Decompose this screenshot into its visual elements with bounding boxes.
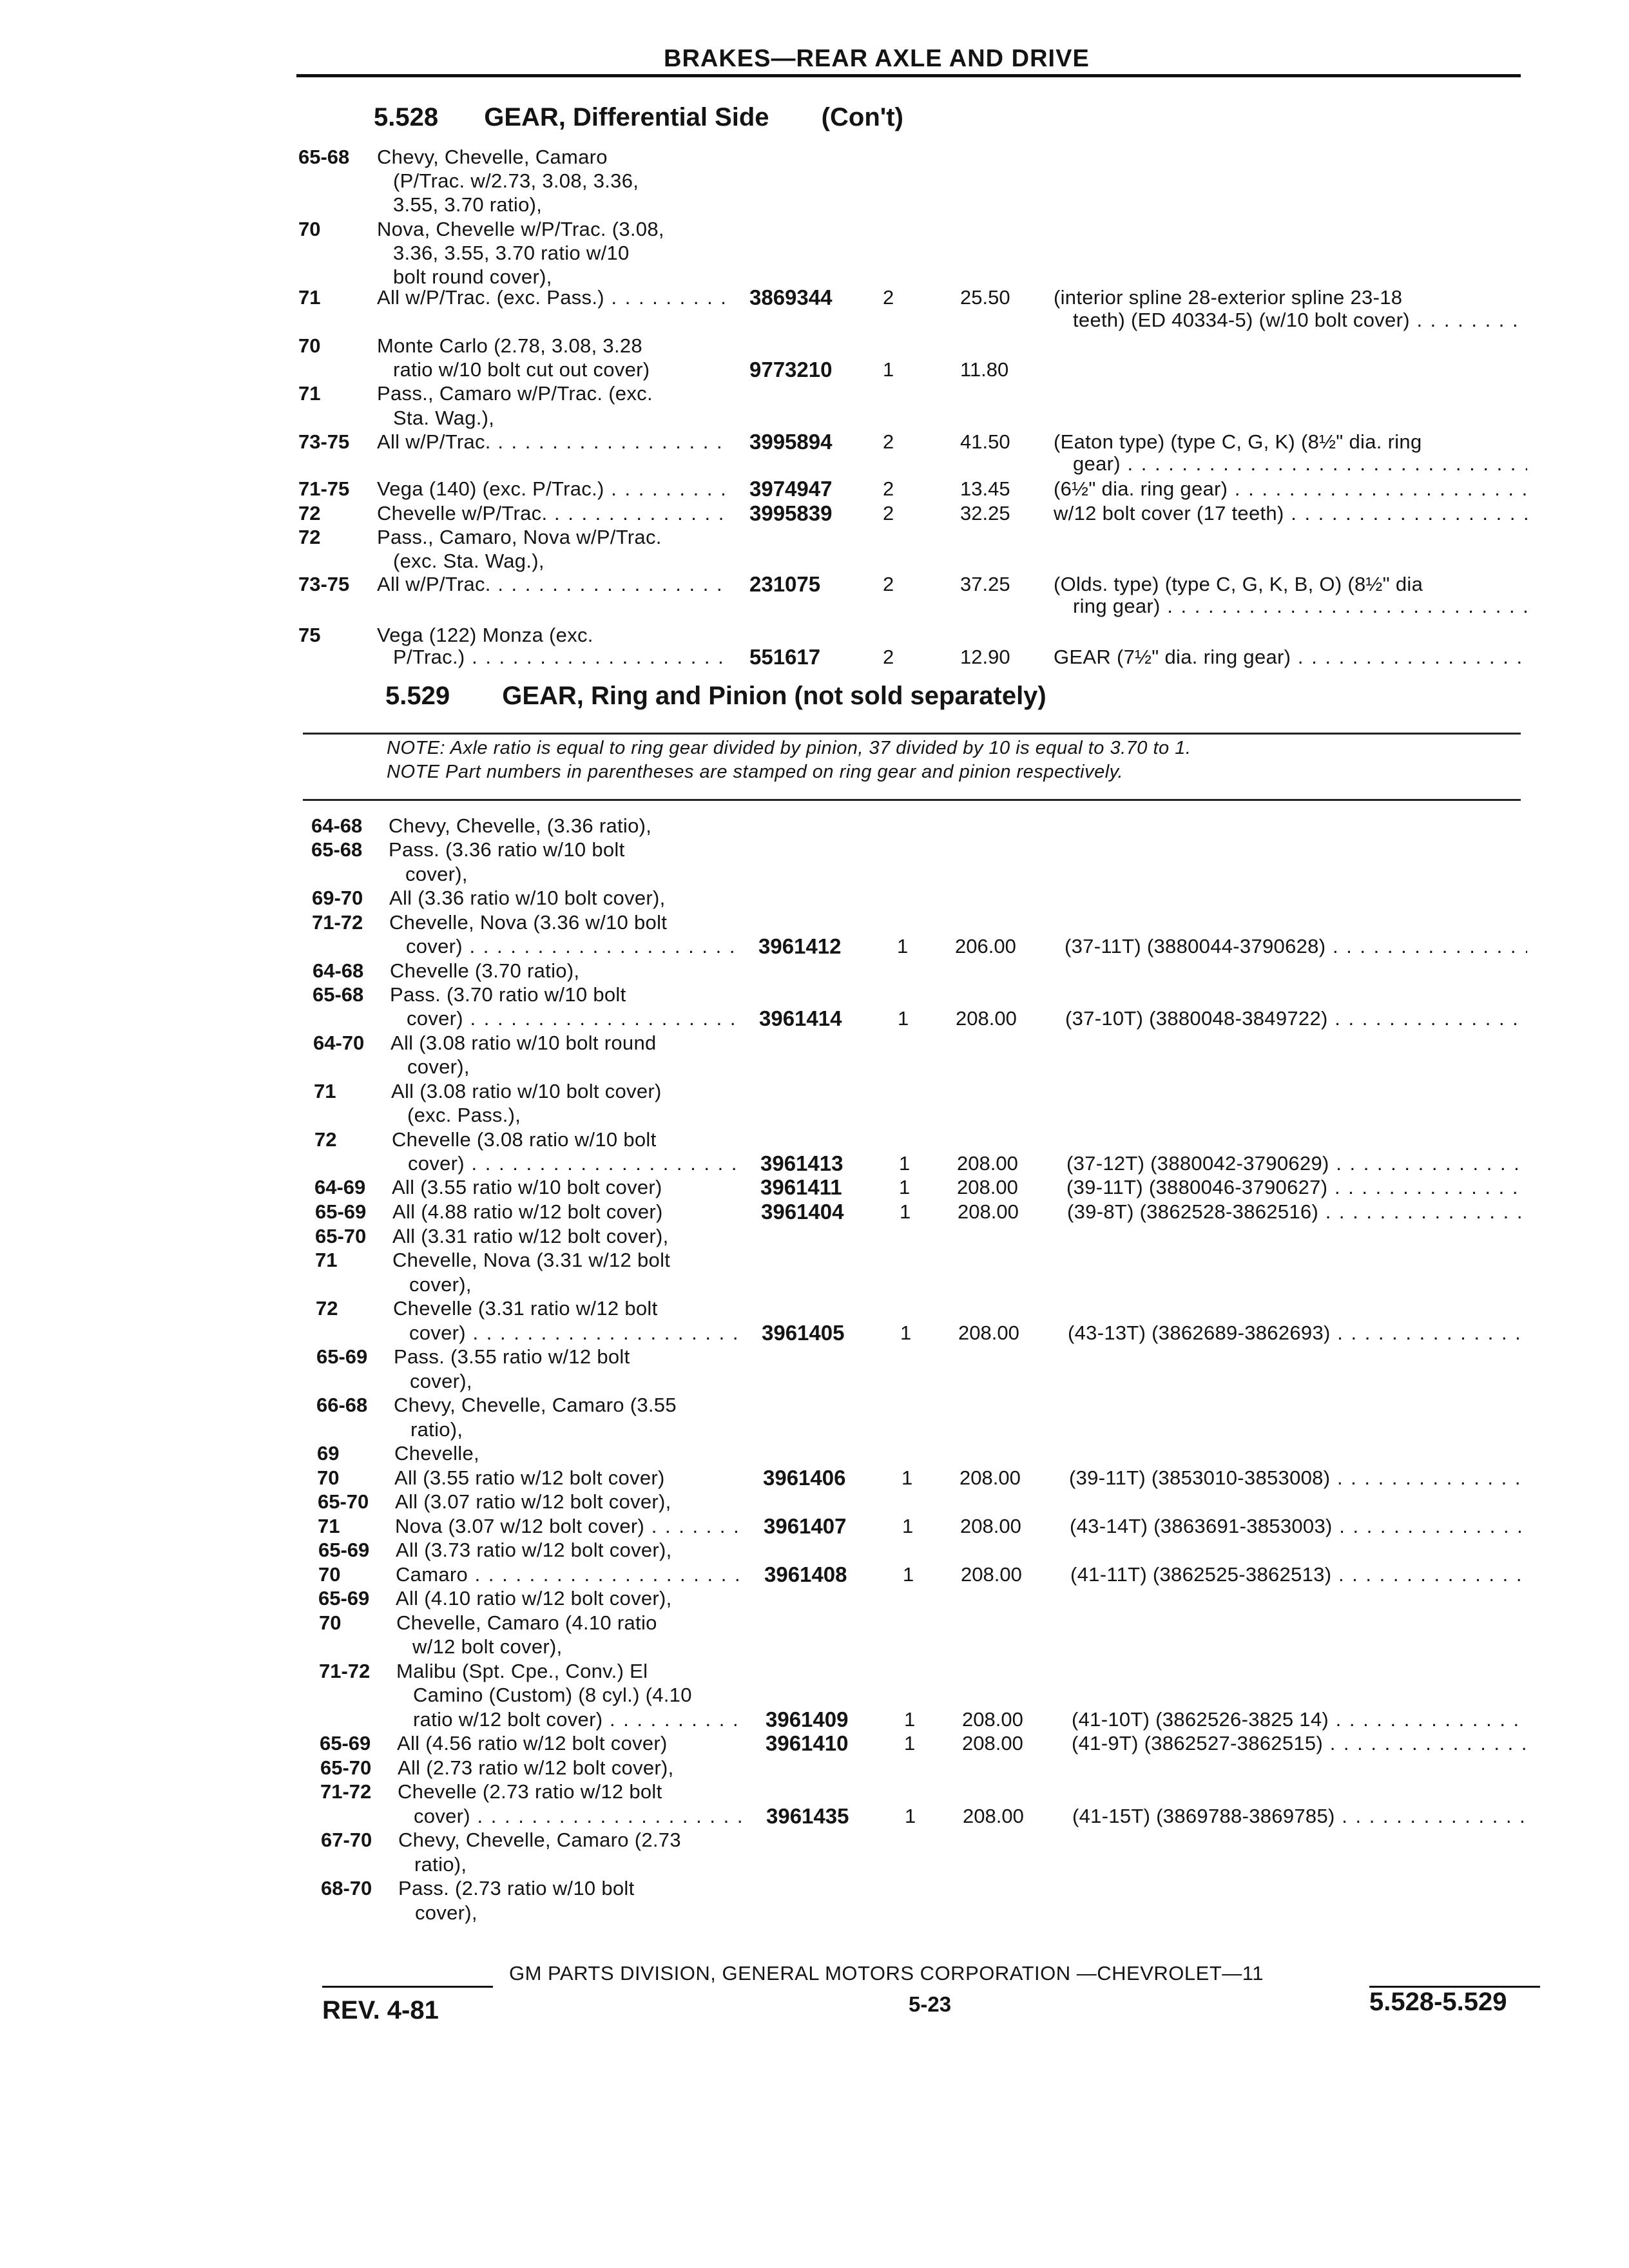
price: 32.25	[960, 502, 1010, 524]
model-years: 66-68	[316, 1394, 368, 1416]
table-row	[0, 1586, 1629, 1611]
footer-publisher: GM PARTS DIVISION, GENERAL MOTORS CORPORATION —CHEVROLET—11	[509, 1962, 1264, 1984]
table-row	[0, 1369, 1629, 1394]
application-description: cover) . . .	[406, 934, 735, 959]
footer-rule-left	[322, 1986, 493, 1988]
application-description: Pass. (3.70 ratio w/10 bolt	[390, 983, 626, 1006]
price: 206.00	[955, 935, 1016, 957]
table-row	[0, 1490, 1629, 1514]
table-row	[0, 1466, 1629, 1490]
application-description: Chevelle (3.31 ratio w/12 bolt	[393, 1297, 658, 1320]
model-years: 64-68	[311, 814, 363, 837]
remarks: (39-8T) (3862528-3862516) . . .	[1067, 1200, 1527, 1224]
table-row	[0, 1828, 1629, 1852]
quantity: 2	[883, 502, 894, 524]
table-row	[0, 381, 1629, 406]
table-row	[0, 430, 1629, 454]
remarks: w/12 bolt cover (17 teeth) . . .	[1054, 501, 1527, 526]
remarks: (37-12T) (3880042-3790629) . . .	[1066, 1151, 1527, 1176]
application-description: All (3.31 ratio w/12 bolt cover),	[392, 1225, 669, 1247]
table-row	[0, 285, 1629, 310]
table-row	[0, 1683, 1629, 1707]
application-description: Vega (122) Monza (exc.	[377, 624, 593, 646]
table-row	[0, 334, 1629, 358]
table-row	[0, 477, 1629, 501]
table-row	[0, 594, 1629, 619]
table-row	[0, 1538, 1629, 1562]
application-description: Camaro . . .	[396, 1562, 740, 1587]
table-row	[0, 1418, 1629, 1442]
table-row	[0, 501, 1629, 526]
table-row	[0, 1296, 1629, 1321]
price: 12.90	[960, 646, 1010, 668]
model-years: 71-75	[298, 477, 350, 500]
model-years: 65-70	[318, 1490, 369, 1513]
price: 25.50	[960, 286, 1010, 309]
section-529-number: 5.529	[385, 682, 450, 710]
part-number: 3961406	[763, 1466, 846, 1490]
price: 208.00	[963, 1805, 1024, 1827]
model-years: 69-70	[312, 887, 363, 909]
application-description: All w/P/Trac. . . .	[377, 572, 728, 597]
table-row	[0, 452, 1629, 476]
quantity: 1	[903, 1563, 914, 1586]
table-row	[0, 959, 1629, 983]
table-row	[0, 1901, 1629, 1925]
application-description: Pass. (3.36 ratio w/10 bolt	[389, 838, 625, 861]
application-description: Chevelle (3.70 ratio),	[390, 959, 580, 982]
model-years: 64-70	[313, 1032, 365, 1054]
part-number: 3961409	[766, 1707, 849, 1731]
application-description: Chevelle (3.08 ratio w/10 bolt	[392, 1128, 657, 1151]
table-row	[0, 549, 1629, 573]
remarks: (43-14T) (3863691-3853003) . . .	[1070, 1514, 1527, 1539]
table-row	[0, 1562, 1629, 1587]
part-number: 3961413	[760, 1151, 843, 1175]
application-description: Chevelle (2.73 ratio w/12 bolt	[398, 1780, 662, 1803]
model-years: 72	[298, 502, 321, 524]
note-line-2: NOTE Part numbers in parentheses are stamped on ring gear and pinion respectively.	[387, 762, 1124, 782]
part-number: 3961408	[764, 1562, 847, 1586]
model-years: 65-69	[320, 1732, 371, 1754]
model-years: 71	[298, 382, 321, 405]
model-years: 72	[298, 526, 321, 548]
application-description: Sta. Wag.),	[393, 407, 495, 429]
price: 208.00	[962, 1732, 1023, 1754]
part-number: 3974947	[749, 477, 833, 501]
model-years: 65-69	[318, 1539, 370, 1561]
note-rule-top	[303, 733, 1521, 735]
application-description: All (3.08 ratio w/10 bolt cover)	[391, 1080, 662, 1102]
model-years: 65-70	[320, 1756, 372, 1779]
model-years: 71	[298, 286, 321, 309]
application-description: Chevy, Chevelle, Camaro (3.55	[394, 1394, 677, 1416]
application-description: cover) . . .	[407, 1006, 735, 1031]
application-description: Chevelle w/P/Trac. . . .	[377, 501, 728, 526]
table-row	[0, 1756, 1629, 1780]
quantity: 1	[898, 1007, 909, 1030]
section-528-cont: (Con't)	[821, 103, 903, 131]
table-row	[0, 1224, 1629, 1249]
application-description: Chevelle, Nova (3.36 w/10 bolt	[389, 911, 668, 934]
table-row	[0, 358, 1629, 382]
price: 208.00	[958, 1321, 1019, 1344]
part-number: 3961411	[760, 1175, 842, 1199]
table-row	[0, 983, 1629, 1007]
model-years: 71	[315, 1249, 338, 1271]
application-description: (P/Trac. w/2.73, 3.08, 3.36,	[393, 169, 639, 192]
part-number: 3869344	[749, 285, 833, 309]
table-row	[0, 1514, 1629, 1539]
price: 11.80	[960, 358, 1009, 381]
application-description: 3.55, 3.70 ratio),	[393, 193, 543, 216]
application-description: cover) . . .	[409, 1321, 738, 1345]
part-number: 551617	[749, 645, 821, 669]
application-description: All (3.73 ratio w/12 bolt cover),	[396, 1539, 672, 1561]
model-years: 70	[318, 1563, 341, 1586]
application-description: Monte Carlo (2.78, 3.08, 3.28	[377, 334, 642, 357]
model-years: 65-68	[298, 146, 350, 168]
table-row	[0, 1731, 1629, 1756]
table-row	[0, 193, 1629, 217]
table-row	[0, 1321, 1629, 1345]
table-row	[0, 838, 1629, 862]
note-block	[387, 736, 1482, 784]
application-description: Chevelle,	[394, 1442, 479, 1465]
remarks: (41-15T) (3869788-3869785) . . .	[1072, 1804, 1527, 1829]
note-rule-bottom	[303, 799, 1521, 801]
application-description: (exc. Pass.),	[407, 1104, 521, 1126]
table-row	[0, 934, 1629, 959]
remarks: (6½" dia. ring gear) . . .	[1054, 477, 1527, 501]
quantity: 1	[900, 1321, 912, 1344]
table-row	[0, 1441, 1629, 1466]
quantity: 2	[883, 477, 894, 500]
application-description: All (4.88 ratio w/12 bolt cover)	[392, 1200, 663, 1223]
quantity: 2	[883, 646, 894, 668]
remarks: teeth) (ED 40334-5) (w/10 bolt cover) . . .	[1073, 308, 1527, 332]
remarks: (41-10T) (3862526-3825 14) . . .	[1072, 1707, 1527, 1732]
price: 208.00	[956, 1007, 1017, 1030]
application-description: Pass. (2.73 ratio w/10 bolt	[398, 1877, 635, 1899]
application-description: ratio w/12 bolt cover) . . .	[413, 1707, 742, 1732]
application-description: w/12 bolt cover),	[412, 1635, 563, 1658]
model-years: 70	[319, 1611, 342, 1634]
table-row	[0, 1635, 1629, 1659]
application-description: All (3.08 ratio w/10 bolt round	[390, 1032, 657, 1054]
remarks: (43-13T) (3862689-3862693) . . .	[1068, 1321, 1527, 1345]
model-years: 72	[316, 1297, 338, 1320]
model-years: 71	[314, 1080, 336, 1102]
table-row	[0, 1200, 1629, 1224]
table-row	[0, 1345, 1629, 1369]
application-description: All (2.73 ratio w/12 bolt cover),	[398, 1756, 674, 1779]
model-years: 73-75	[298, 573, 350, 595]
price: 208.00	[961, 1563, 1022, 1586]
quantity: 2	[883, 573, 894, 595]
quantity: 2	[883, 286, 894, 309]
quantity: 1	[899, 1176, 911, 1198]
table-row	[0, 308, 1629, 332]
model-years: 72	[314, 1128, 337, 1151]
application-description: Chevelle, Nova (3.31 w/12 bolt	[392, 1249, 671, 1271]
price: 208.00	[960, 1515, 1021, 1537]
application-description: cover),	[409, 1273, 472, 1296]
table-row	[0, 1780, 1629, 1804]
table-row	[0, 1128, 1629, 1152]
model-years: 64-69	[314, 1176, 366, 1198]
table-row	[0, 217, 1629, 242]
table-row	[0, 1707, 1629, 1732]
section-528-heading	[374, 103, 903, 132]
model-years: 75	[298, 624, 321, 646]
quantity: 1	[904, 1732, 916, 1754]
model-years: 71-72	[319, 1660, 371, 1682]
model-years: 65-68	[311, 838, 363, 861]
quantity: 1	[897, 935, 909, 957]
quantity: 1	[899, 1152, 911, 1175]
table-row	[0, 1103, 1629, 1128]
model-years: 71-72	[320, 1780, 372, 1803]
table-row	[0, 1031, 1629, 1055]
model-years: 70	[317, 1466, 340, 1489]
application-description: Vega (140) (exc. P/Trac.) . . .	[377, 477, 728, 501]
table-row	[0, 525, 1629, 550]
table-row	[0, 1852, 1629, 1877]
table-row	[0, 886, 1629, 910]
price: 13.45	[960, 477, 1010, 500]
header-rule	[296, 74, 1521, 77]
price: 37.25	[960, 573, 1010, 595]
table-row	[0, 910, 1629, 935]
table-row	[0, 1151, 1629, 1176]
application-description: P/Trac.) . . .	[393, 645, 728, 669]
price: 208.00	[958, 1200, 1019, 1223]
application-description: ratio w/10 bolt cut out cover)	[393, 358, 650, 381]
table-row	[0, 1248, 1629, 1273]
section-529-heading	[385, 682, 1046, 711]
remarks: gear) . . .	[1073, 452, 1527, 476]
part-number: 3961412	[758, 934, 842, 958]
application-description: Chevy, Chevelle, Camaro (2.73	[398, 1829, 681, 1851]
table-row	[0, 623, 1629, 648]
application-description: All (3.07 ratio w/12 bolt cover),	[395, 1490, 671, 1513]
application-description: All (3.55 ratio w/10 bolt cover)	[392, 1176, 662, 1198]
table-row	[0, 1175, 1629, 1200]
part-number: 3961410	[766, 1731, 849, 1755]
remarks: GEAR (7½" dia. ring gear) . . .	[1054, 645, 1527, 669]
section-529-title: GEAR, Ring and Pinion (not sold separately)	[502, 682, 1046, 710]
remarks: (41-9T) (3862527-3862515) . . .	[1072, 1731, 1527, 1756]
remarks: (37-11T) (3880044-3790628) . . .	[1065, 934, 1527, 959]
table-row	[0, 1393, 1629, 1418]
section-528-number: 5.528	[374, 103, 439, 131]
remarks: (41-11T) (3862525-3862513) . . .	[1070, 1562, 1527, 1587]
model-years: 67-70	[321, 1829, 372, 1851]
application-description: cover),	[407, 1055, 470, 1078]
part-number: 3961414	[759, 1006, 842, 1030]
part-number: 3995839	[749, 501, 833, 525]
remarks: (Eaton type) (type C, G, K) (8½" dia. ring	[1054, 430, 1422, 453]
quantity: 1	[900, 1200, 911, 1223]
quantity: 1	[905, 1805, 916, 1827]
table-row	[0, 1804, 1629, 1829]
table-row	[0, 169, 1629, 193]
model-years: 65-69	[316, 1345, 368, 1368]
model-years: 73-75	[298, 430, 350, 453]
application-description: ratio),	[410, 1418, 463, 1441]
model-years: 65-70	[315, 1225, 367, 1247]
remarks: (interior spline 28-exterior spline 23-18	[1054, 286, 1403, 309]
application-description: Chevy, Chevelle, (3.36 ratio),	[389, 814, 652, 837]
remarks: (37-10T) (3880048-3849722) . . .	[1065, 1006, 1527, 1031]
footer-page-number: 5-23	[909, 1992, 952, 2016]
table-row	[0, 406, 1629, 430]
application-description: All (3.55 ratio w/12 bolt cover)	[394, 1466, 665, 1489]
price: 208.00	[962, 1708, 1023, 1731]
model-years: 64-68	[313, 959, 364, 982]
application-description: Pass., Camaro w/P/Trac. (exc.	[377, 382, 653, 405]
part-number: 231075	[749, 572, 821, 596]
model-years: 65-69	[318, 1587, 370, 1610]
table-row	[0, 814, 1629, 838]
table-row	[0, 241, 1629, 265]
table-row	[0, 1611, 1629, 1635]
application-description: Nova, Chevelle w/P/Trac. (3.08,	[377, 218, 664, 240]
footer-revision: REV. 4-81	[322, 1996, 439, 2024]
application-description: cover),	[415, 1901, 477, 1924]
application-description: Malibu (Spt. Cpe., Conv.) El	[396, 1660, 648, 1682]
remarks: (39-11T) (3853010-3853008) . . .	[1069, 1466, 1527, 1490]
section-528-title: GEAR, Differential Side	[484, 103, 769, 131]
part-number: 3961435	[766, 1804, 849, 1828]
model-years: 70	[298, 218, 321, 240]
table-row	[0, 1273, 1629, 1297]
model-years: 70	[298, 334, 321, 357]
table-row	[0, 1659, 1629, 1684]
quantity: 1	[902, 1515, 914, 1537]
part-number: 3961404	[761, 1200, 844, 1224]
price: 41.50	[960, 430, 1010, 453]
table-row	[0, 1055, 1629, 1079]
part-number: 3995894	[749, 430, 833, 454]
application-description: Chevelle, Camaro (4.10 ratio	[396, 1611, 657, 1634]
price: 208.00	[957, 1176, 1018, 1198]
quantity: 1	[901, 1466, 913, 1489]
application-description: All (3.36 ratio w/10 bolt cover),	[389, 887, 666, 909]
quantity: 2	[883, 430, 894, 453]
model-years: 71	[318, 1515, 340, 1537]
application-description: All w/P/Trac. . . .	[377, 430, 728, 454]
part-number: 3961407	[764, 1514, 847, 1538]
application-description: Pass. (3.55 ratio w/12 bolt	[394, 1345, 630, 1368]
part-number: 3961405	[762, 1321, 845, 1345]
note-line-1: NOTE: Axle ratio is equal to ring gear divided by pinion, 37 divided by 10 is equal to 3.70 to 1.	[387, 738, 1191, 758]
application-description: cover),	[410, 1370, 472, 1392]
quantity: 1	[904, 1708, 916, 1731]
table-row	[0, 1006, 1629, 1031]
table-row	[0, 862, 1629, 887]
quantity: 1	[883, 358, 894, 381]
table-row	[0, 1079, 1629, 1104]
application-description: All w/P/Trac. (exc. Pass.) . . .	[377, 285, 728, 310]
application-description: Pass., Camaro, Nova w/P/Trac.	[377, 526, 662, 548]
table-row	[0, 572, 1629, 597]
model-years: 65-69	[315, 1200, 367, 1223]
table-row	[0, 645, 1629, 669]
remarks: (39-11T) (3880046-3790627) . . .	[1066, 1175, 1527, 1200]
table-row	[0, 1876, 1629, 1901]
application-description: 3.36, 3.55, 3.70 ratio w/10	[393, 242, 630, 264]
application-description: cover) . . .	[414, 1804, 742, 1829]
model-years: 68-70	[321, 1877, 372, 1899]
model-years: 65-68	[313, 983, 364, 1006]
remarks: (Olds. type) (type C, G, K, B, O) (8½" dia	[1054, 573, 1423, 595]
application-description: ratio),	[414, 1853, 467, 1876]
application-description: bolt round cover),	[393, 265, 552, 288]
remarks: ring gear) . . .	[1073, 594, 1527, 619]
application-description: (exc. Sta. Wag.),	[393, 550, 545, 572]
table-row	[0, 145, 1629, 169]
application-description: Camino (Custom) (8 cyl.) (4.10	[413, 1684, 692, 1706]
page-header: BRAKES—REAR AXLE AND DRIVE	[664, 45, 1090, 72]
model-years: 69	[317, 1442, 340, 1465]
price: 208.00	[957, 1152, 1018, 1175]
footer-section-ref: 5.528-5.529	[1369, 1988, 1507, 2016]
application-description: Chevy, Chevelle, Camaro	[377, 146, 608, 168]
application-description: cover) . . .	[408, 1151, 737, 1176]
price: 208.00	[959, 1466, 1021, 1489]
part-number: 9773210	[749, 358, 833, 381]
application-description: All (4.10 ratio w/12 bolt cover),	[396, 1587, 672, 1610]
application-description: Nova (3.07 w/12 bolt cover) . . .	[395, 1514, 740, 1539]
application-description: All (4.56 ratio w/12 bolt cover)	[397, 1732, 668, 1754]
model-years: 71-72	[312, 911, 363, 934]
application-description: cover),	[405, 863, 468, 885]
